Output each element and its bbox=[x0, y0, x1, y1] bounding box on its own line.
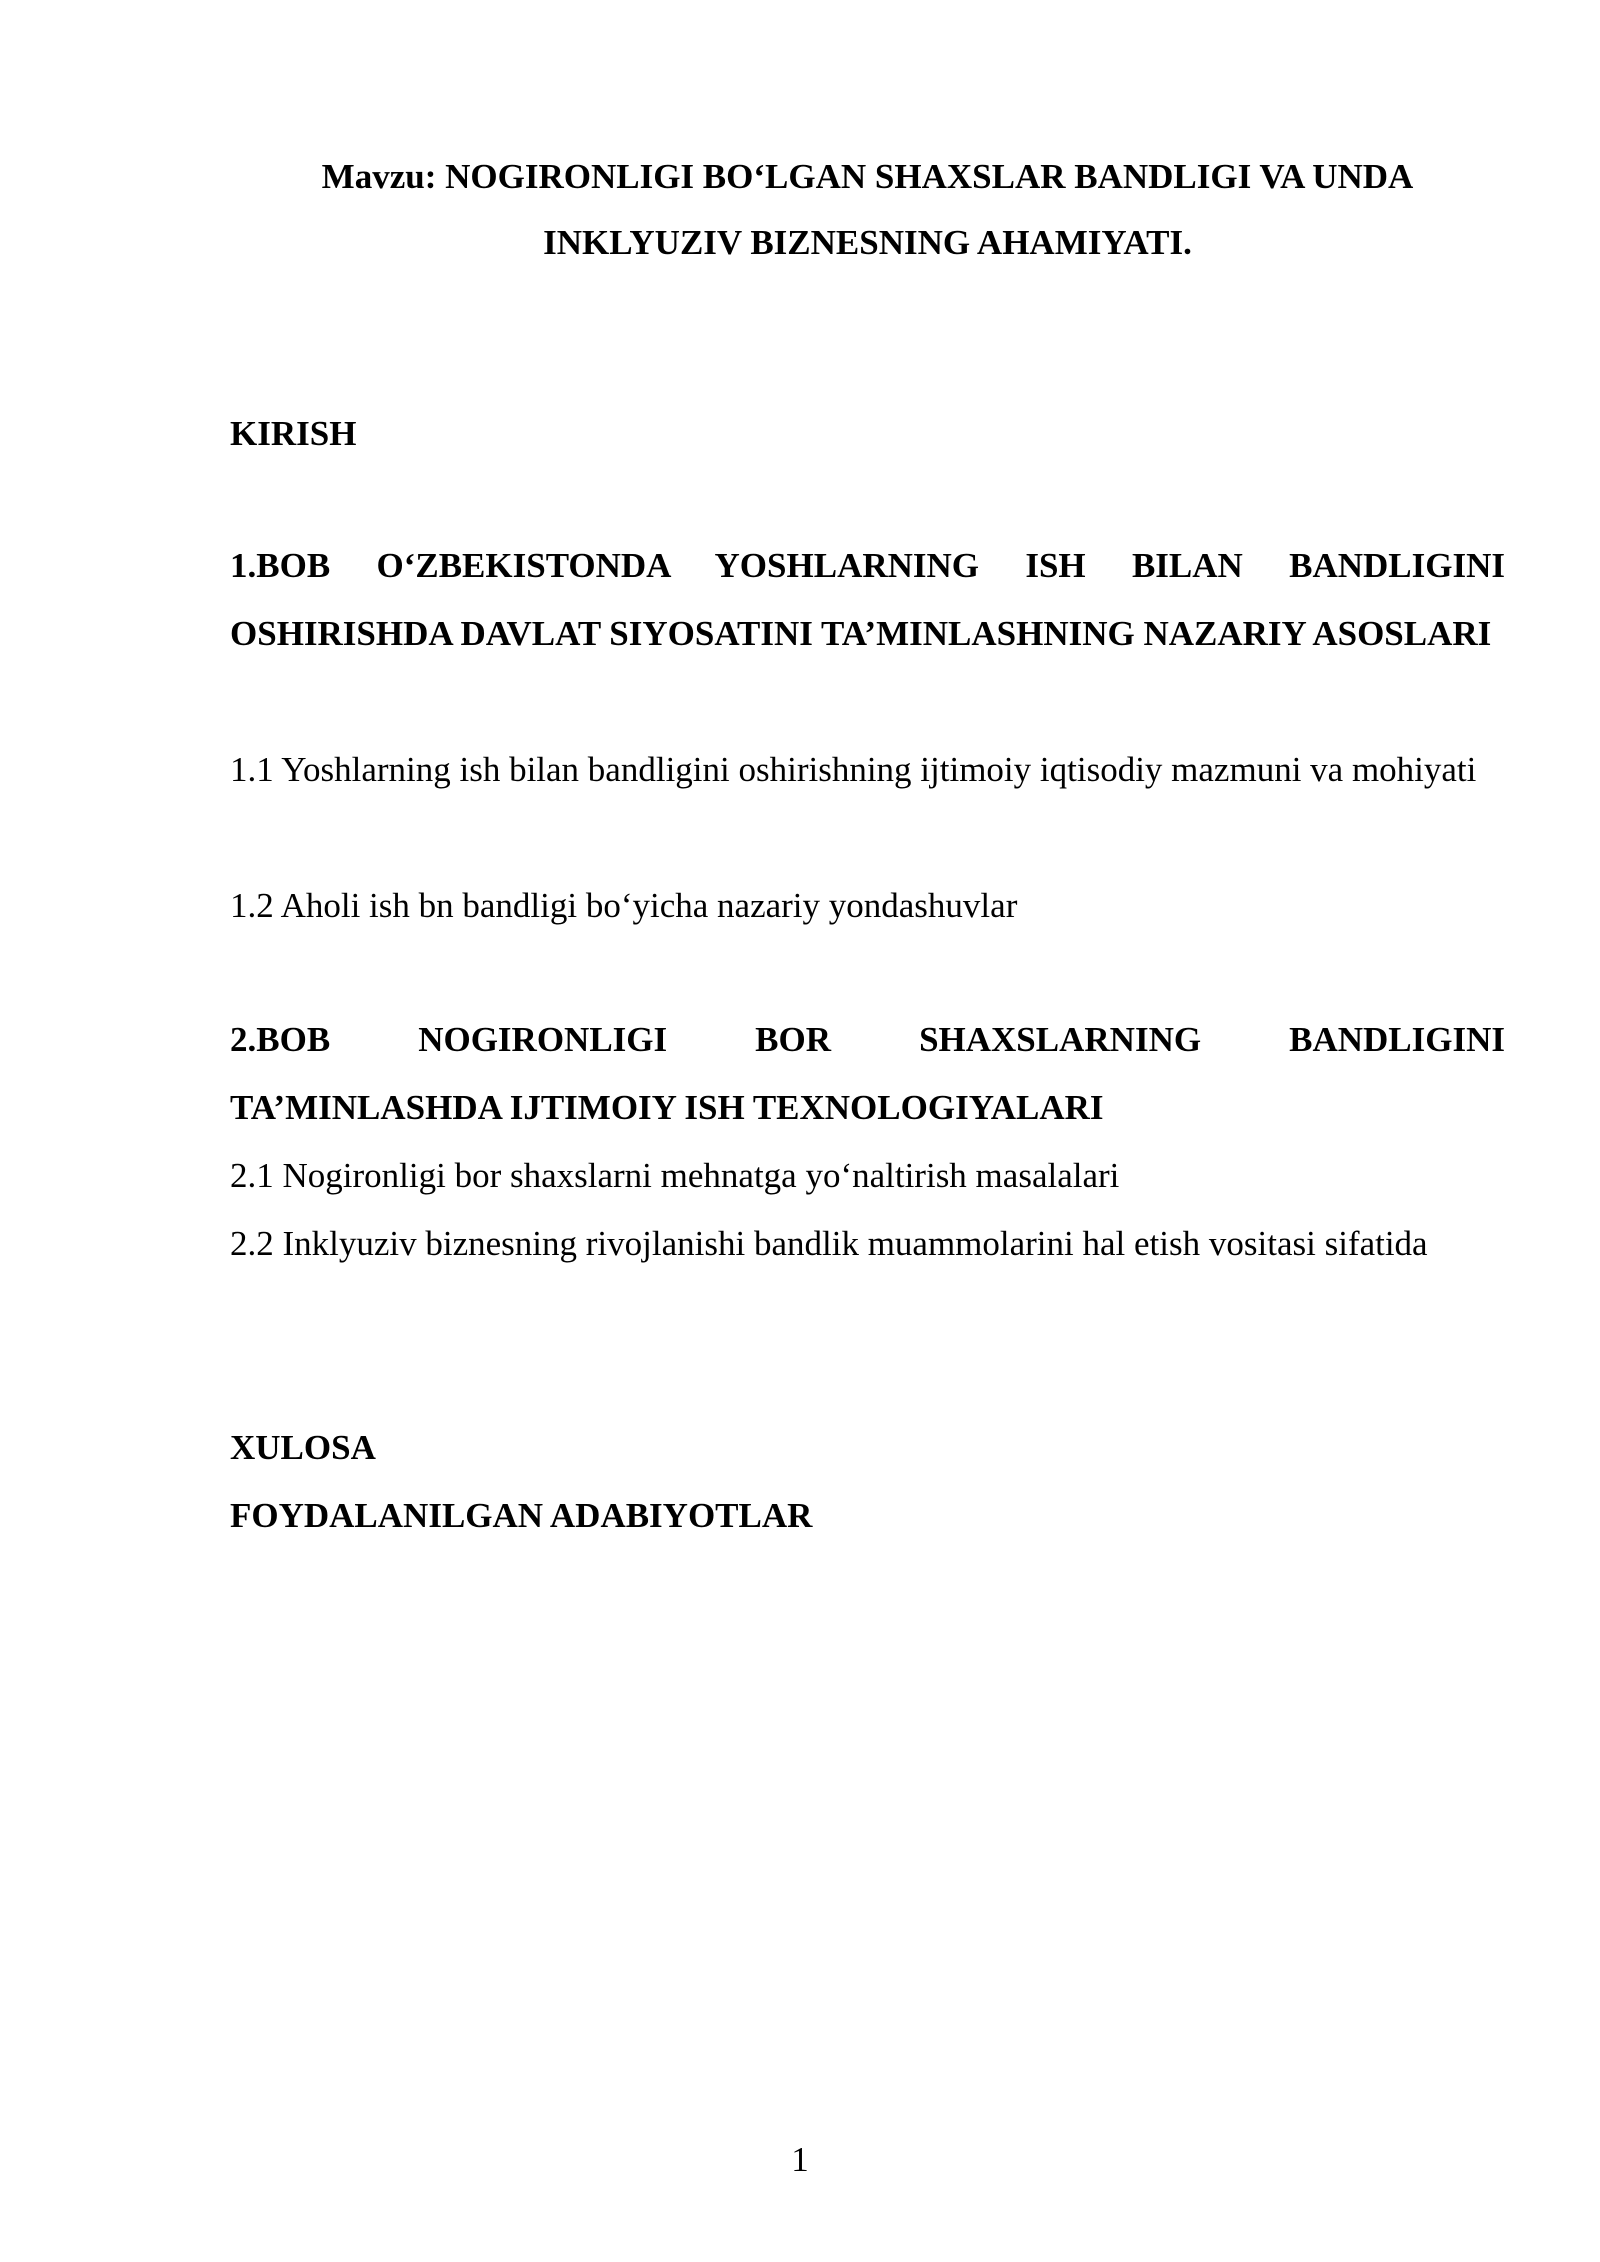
section-2-2: 2.2 Inklyuziv biznesning rivojlanishi bandlik muammolarini hal etish vositasi sifatida bbox=[230, 1224, 1428, 1263]
page-number: 1 bbox=[791, 2140, 809, 2179]
section-1-1: 1.1 Yoshlarning ish bilan bandligini oshirishning ijtimoiy iqtisodiy mazmuni va mohiyati bbox=[230, 750, 1477, 789]
conclusion-heading: XULOSA bbox=[230, 1428, 376, 1467]
section-2-1: 2.1 Nogironligi bor shaxslarni mehnatga yo‘naltirish masalalari bbox=[230, 1156, 1120, 1195]
chapter-2-heading-line-1: 2.BOB NOGIRONLIGI BOR SHAXSLARNING BANDLIGINI bbox=[230, 1020, 1505, 1059]
title-line-2: INKLYUZIV BIZNESNING AHAMIYATI. bbox=[543, 223, 1192, 262]
document-title bbox=[230, 144, 1505, 276]
title-line-1: Mavzu: NOGIRONLIGI BO‘LGAN SHAXSLAR BANDLIGI VA UNDA bbox=[321, 157, 1414, 196]
chapter-2-heading bbox=[230, 1006, 1505, 1142]
references-heading: FOYDALANILGAN ADABIYOTLAR bbox=[230, 1496, 813, 1535]
chapter-2-heading-line-2: TA’MINLASHDA IJTIMOIY ISH TEXNOLOGIYALARI bbox=[230, 1088, 1104, 1127]
intro-heading: KIRISH bbox=[230, 414, 357, 453]
section-1-2: 1.2 Aholi ish bn bandligi bo‘yicha nazariy yondashuvlar bbox=[230, 886, 1018, 925]
chapter-1-heading: 1.BOB O‘ZBEKISTONDA YOSHLARNING ISH BILAN BANDLIGINI OSHIRISHDA DAVLAT SIYOSATINI TA’MINLASHNING NAZARIY ASOSLARI bbox=[230, 546, 1505, 653]
